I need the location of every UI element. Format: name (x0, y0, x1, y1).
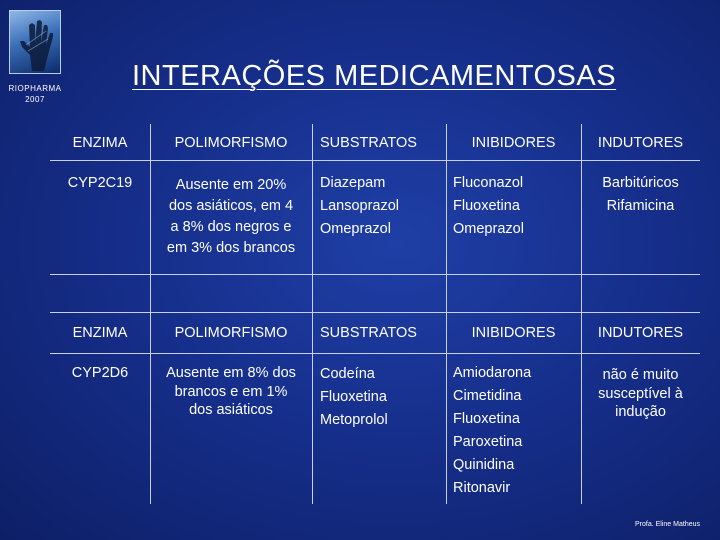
enzyme-cyp2d6: CYP2D6 (71, 365, 129, 381)
logo-name: RIOPHARMA (8, 84, 62, 93)
substrates-cyp2d6: Codeína Fluoxetina Metoprolol (320, 366, 388, 428)
substrates-cyp2c19: Diazepam Lansoprazol Omeprazol (320, 175, 399, 237)
header-polymorphism-2: POLIMORFISMO (174, 325, 288, 341)
row-divider (50, 353, 700, 354)
inducers-cyp2c19: Barbitúricos Rifamicina (602, 175, 679, 214)
row-divider (50, 312, 700, 313)
header-inhibitors-2: INIBIDORES (471, 325, 556, 341)
polymorphism-cyp2d6: Ausente em 8% dos brancos e em 1% dos asiáticos (166, 365, 296, 418)
header-substrates: SUBSTRATOS (320, 135, 417, 151)
header-enzyme-2: ENZIMA (72, 325, 128, 341)
enzyme-cyp2c19: CYP2C19 (67, 175, 133, 191)
column-divider (312, 124, 313, 504)
hand-logo-icon (9, 10, 61, 74)
header-inducers: INDUTORES (597, 135, 684, 151)
polymorphism-cyp2c19: Ausente em 20% dos asiáticos, em 4 a 8% dos negros e em 3% dos brancos (166, 177, 296, 256)
row-divider (50, 274, 700, 275)
header-enzyme: ENZIMA (72, 135, 128, 151)
author-footer: Profa. Eline Matheus (635, 521, 700, 528)
header-polymorphism: POLIMORFISMO (174, 135, 288, 151)
header-inhibitors: INIBIDORES (471, 135, 556, 151)
inducers-cyp2d6: não é muito susceptível à indução (598, 367, 683, 420)
inhibitors-cyp2c19: Fluconazol Fluoxetina Omeprazol (453, 175, 524, 237)
inhibitors-cyp2d6: Amiodarona Cimetidina Fluoxetina Paroxetina Quinidina Ritonavir (453, 365, 532, 496)
page-title: INTERAÇÕES MEDICAMENTOSAS (132, 60, 617, 92)
logo-year: 2007 (25, 95, 45, 104)
interactions-table (50, 124, 700, 504)
column-divider (446, 124, 447, 504)
header-substrates-2: SUBSTRATOS (320, 325, 417, 341)
header-inducers-2: INDUTORES (597, 325, 684, 341)
row-divider (50, 160, 700, 161)
